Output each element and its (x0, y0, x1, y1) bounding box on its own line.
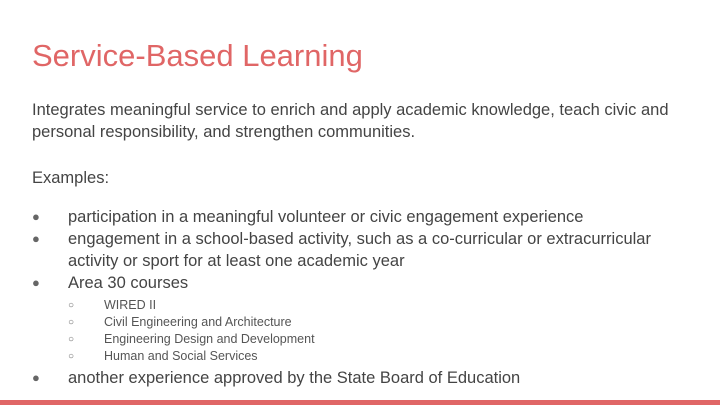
examples-list (32, 206, 682, 389)
hollow-bullet-icon: ○ (68, 300, 75, 311)
list-item-text: participation in a meaningful volunteer or civic engagement experience (68, 208, 584, 226)
hollow-bullet-icon: ○ (68, 317, 75, 328)
sublist-item (68, 348, 682, 365)
bullet-icon: ● (32, 209, 40, 224)
sublist-item (68, 331, 682, 348)
accent-bottom-bar (0, 400, 720, 405)
hollow-bullet-icon: ○ (68, 334, 75, 345)
course-sublist (68, 297, 682, 365)
hollow-bullet-icon: ○ (68, 351, 75, 362)
list-item (32, 272, 682, 365)
slide-title: Service-Based Learning (32, 38, 363, 73)
list-item (32, 367, 682, 389)
sublist-item (68, 314, 682, 331)
sublist-item (68, 297, 682, 314)
sublist-item-text: Engineering Design and Development (104, 332, 315, 346)
sublist-item-text: Civil Engineering and Architecture (104, 315, 292, 329)
list-item (32, 206, 682, 228)
list-item-text: engagement in a school-based activity, such as a co-curricular or extracurricular activity or sport for at least one academic year (68, 230, 651, 270)
examples-label: Examples: (32, 169, 110, 187)
bullet-icon: ● (32, 231, 40, 246)
list-item-text: another experience approved by the State Board of Education (68, 369, 521, 387)
intro-paragraph: Integrates meaningful service to enrich and apply academic knowledge, teach civic and personal responsibility, and strengthen communities. (32, 101, 669, 141)
bullet-icon: ● (32, 370, 40, 385)
sublist-item-text: WIRED II (104, 298, 157, 312)
sublist-item-text: Human and Social Services (104, 349, 258, 363)
bullet-icon: ● (32, 275, 40, 290)
list-item-text: Area 30 courses (68, 274, 189, 292)
list-item (32, 228, 682, 272)
